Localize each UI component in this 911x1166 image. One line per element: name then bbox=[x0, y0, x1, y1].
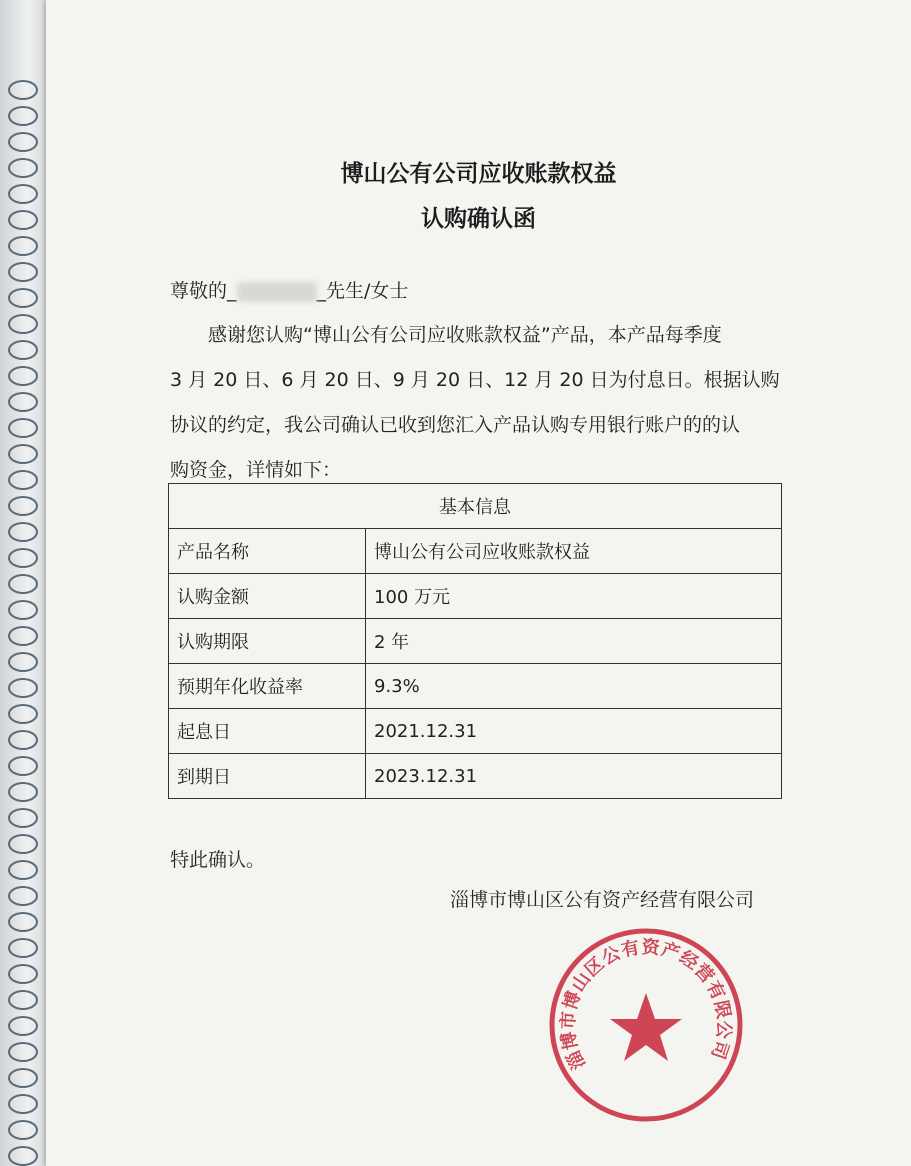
binder-spiral bbox=[8, 964, 38, 984]
salutation-suffix: _先生/女士 bbox=[316, 280, 409, 302]
binder-spiral bbox=[8, 990, 38, 1010]
document-page bbox=[46, 0, 911, 1166]
binder-spiral bbox=[8, 1146, 38, 1166]
signatory: 淄博市博山区公有资产经营有限公司 bbox=[450, 889, 755, 911]
paragraph-line: 购资金，详情如下： bbox=[170, 459, 342, 481]
document-subtitle: 认购确认函 bbox=[421, 206, 536, 232]
paragraph-line: 感谢您认购“博山公有公司应收账款权益”产品，本产品每季度 bbox=[208, 324, 722, 346]
binder-spiral bbox=[8, 158, 38, 178]
info-table bbox=[168, 483, 782, 799]
table-row bbox=[169, 709, 782, 754]
binder-spiral bbox=[8, 210, 38, 230]
svg-text:淄博市博山区公有资产经营有限公司: 淄博市博山区公有资产经营有限公司 bbox=[557, 936, 735, 1073]
binder-spiral bbox=[8, 1042, 38, 1062]
binder-spiral bbox=[8, 288, 38, 308]
binder-spiral bbox=[8, 236, 38, 256]
row-label: 认购期限 bbox=[169, 619, 366, 664]
binder-strip bbox=[0, 0, 46, 1166]
binder-spiral bbox=[8, 470, 38, 490]
binder-spiral bbox=[8, 834, 38, 854]
paragraph-line: 协议的约定，我公司确认已收到您汇入产品认购专用银行账户的的认 bbox=[170, 414, 741, 436]
binder-spiral bbox=[8, 548, 38, 568]
table-row bbox=[169, 529, 782, 574]
paragraph-line: 3 月 20 日、6 月 20 日、9 月 20 日、12 月 20 日为付息日。根据认购 bbox=[170, 369, 780, 391]
row-label: 到期日 bbox=[169, 754, 366, 799]
binder-spiral bbox=[8, 600, 38, 620]
row-label: 认购金额 bbox=[169, 574, 366, 619]
binder-spiral bbox=[8, 652, 38, 672]
row-value: 2023.12.31 bbox=[366, 754, 782, 799]
row-value: 9.3% bbox=[366, 664, 782, 709]
row-label: 起息日 bbox=[169, 709, 366, 754]
binder-spiral bbox=[8, 366, 38, 386]
salutation-prefix: 尊敬的_ bbox=[170, 280, 237, 302]
binder-spiral bbox=[8, 340, 38, 360]
row-value: 博山公有公司应收账款权益 bbox=[366, 529, 782, 574]
row-value: 100 万元 bbox=[366, 574, 782, 619]
binder-spiral bbox=[8, 704, 38, 724]
binder-spiral bbox=[8, 314, 38, 334]
row-label: 产品名称 bbox=[169, 529, 366, 574]
binder-spiral bbox=[8, 860, 38, 880]
table-header: 基本信息 bbox=[169, 484, 782, 529]
binder-spiral bbox=[8, 938, 38, 958]
binder-spiral bbox=[8, 1120, 38, 1140]
redacted-name bbox=[237, 282, 317, 302]
binder-spiral bbox=[8, 418, 38, 438]
table-row bbox=[169, 664, 782, 709]
binder-spiral bbox=[8, 730, 38, 750]
binder-spiral bbox=[8, 886, 38, 906]
table-row bbox=[169, 574, 782, 619]
closing-text: 特此确认。 bbox=[170, 849, 266, 871]
binder-spiral bbox=[8, 782, 38, 802]
row-value: 2 年 bbox=[366, 619, 782, 664]
row-value: 2021.12.31 bbox=[366, 709, 782, 754]
binder-spiral bbox=[8, 496, 38, 516]
salutation bbox=[170, 276, 408, 303]
row-label: 预期年化收益率 bbox=[169, 664, 366, 709]
binder-spiral bbox=[8, 80, 38, 100]
binder-spiral bbox=[8, 1068, 38, 1088]
binder-spiral bbox=[8, 1016, 38, 1036]
binder-spiral bbox=[8, 574, 38, 594]
binder-spiral bbox=[8, 912, 38, 932]
binder-spiral bbox=[8, 678, 38, 698]
binder-spiral bbox=[8, 1094, 38, 1114]
binder-spiral bbox=[8, 522, 38, 542]
binder-spiral bbox=[8, 808, 38, 828]
table-row bbox=[169, 619, 782, 664]
document-title: 博山公有公司应收账款权益 bbox=[340, 161, 617, 187]
binder-spiral bbox=[8, 262, 38, 282]
binder-spiral bbox=[8, 756, 38, 776]
company-seal bbox=[546, 925, 746, 1125]
binder-spiral bbox=[8, 626, 38, 646]
binder-spiral bbox=[8, 392, 38, 412]
seal-star-icon bbox=[610, 993, 682, 1061]
table-row bbox=[169, 754, 782, 799]
binder-spiral bbox=[8, 184, 38, 204]
binder-spiral bbox=[8, 106, 38, 126]
binder-spiral bbox=[8, 444, 38, 464]
binder-spiral bbox=[8, 132, 38, 152]
